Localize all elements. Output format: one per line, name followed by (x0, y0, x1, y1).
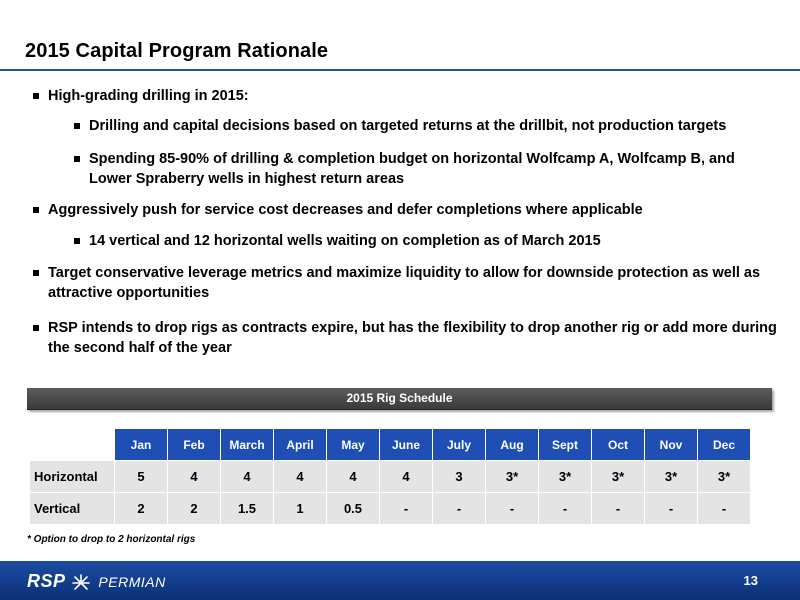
table-cell: 3* (645, 461, 697, 492)
table-cell: - (645, 493, 697, 524)
table-cell: - (433, 493, 485, 524)
footer-bar (0, 561, 800, 600)
bullet-square-icon (33, 93, 39, 99)
month-header: March (221, 429, 273, 460)
table-row (30, 493, 750, 524)
table-cell: 3* (486, 461, 538, 492)
table-cell: - (698, 493, 750, 524)
bullet-text: Drilling and capital decisions based on targeted returns at the drillbit, not production targets (89, 118, 727, 134)
month-header: July (433, 429, 485, 460)
row-label: Horizontal (30, 461, 114, 492)
table-cell: 3 (433, 461, 485, 492)
bullet-text: Spending 85-90% of drilling & completion budget on horizontal Wolfcamp A, Wolfcamp B, and Lower Spraberry wells in highest return areas (89, 151, 735, 187)
table-cell: 1 (274, 493, 326, 524)
rig-schedule-table (29, 428, 751, 525)
page-number: 13 (743, 573, 758, 588)
table-cell: 4 (380, 461, 432, 492)
bullet-item (89, 116, 779, 136)
table-header-row (30, 429, 750, 460)
bullet-text: Target conservative leverage metrics and maximize liquidity to allow for downside protection as well as attractive opportunities (48, 265, 761, 301)
table-cell: - (592, 493, 644, 524)
title-divider (0, 69, 800, 71)
month-header: Jan (115, 429, 167, 460)
month-header: April (274, 429, 326, 460)
bullet-item (48, 263, 783, 303)
bullet-item (48, 86, 783, 106)
bullet-square-icon (33, 270, 39, 276)
table-cell: 3* (698, 461, 750, 492)
company-logo (27, 571, 166, 593)
month-header: Feb (168, 429, 220, 460)
bullet-square-icon (74, 123, 80, 129)
bullet-item (89, 149, 779, 189)
bullet-text: Aggressively push for service cost decreases and defer completions where applicable (48, 202, 643, 218)
table-cell: 2 (168, 493, 220, 524)
table-cell: 3* (592, 461, 644, 492)
bullet-text: High-grading drilling in 2015: (48, 88, 249, 104)
table-cell: - (380, 493, 432, 524)
month-header: Dec (698, 429, 750, 460)
table-cell: 4 (274, 461, 326, 492)
rig-schedule-banner: 2015 Rig Schedule (27, 388, 772, 410)
bullet-item (89, 231, 779, 251)
table-cell: - (539, 493, 591, 524)
month-header: Nov (645, 429, 697, 460)
table-row (30, 461, 750, 492)
starburst-icon (72, 574, 90, 592)
logo-text-rsp: RSP (27, 571, 66, 591)
table-cell: 4 (221, 461, 273, 492)
header-blank-cell (30, 429, 114, 460)
slide-title: 2015 Capital Program Rationale (25, 40, 329, 62)
month-header: Aug (486, 429, 538, 460)
table-cell: 0.5 (327, 493, 379, 524)
table-footnote: * Option to drop to 2 horizontal rigs (27, 534, 196, 545)
bullet-text: 14 vertical and 12 horizontal wells waiting on completion as of March 2015 (89, 233, 601, 249)
bullet-square-icon (74, 238, 80, 244)
table-cell: 4 (327, 461, 379, 492)
month-header: Oct (592, 429, 644, 460)
logo-text-permian: PERMIAN (98, 574, 166, 590)
bullet-square-icon (33, 325, 39, 331)
table-cell: 1.5 (221, 493, 273, 524)
table-cell: 2 (115, 493, 167, 524)
table-cell: 3* (539, 461, 591, 492)
bullet-item (48, 318, 783, 358)
month-header: June (380, 429, 432, 460)
table-cell: 4 (168, 461, 220, 492)
table-cell: - (486, 493, 538, 524)
bullet-square-icon (74, 156, 80, 162)
month-header: May (327, 429, 379, 460)
bullet-item (48, 200, 783, 220)
bullet-text: RSP intends to drop rigs as contracts expire, but has the flexibility to drop another rig or add more during the second half of the year (48, 320, 777, 356)
bullet-square-icon (33, 207, 39, 213)
row-label: Vertical (30, 493, 114, 524)
month-header: Sept (539, 429, 591, 460)
table-cell: 5 (115, 461, 167, 492)
